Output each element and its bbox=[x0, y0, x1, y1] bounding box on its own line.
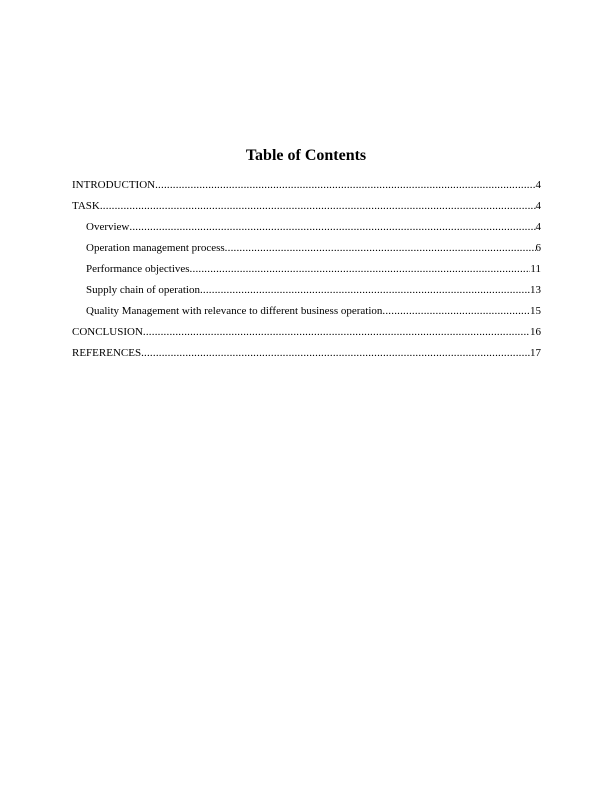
toc-entry-performance-objectives[interactable] bbox=[72, 262, 541, 283]
table-of-contents bbox=[72, 178, 541, 367]
toc-entry-overview[interactable] bbox=[72, 220, 541, 241]
toc-page-number: 11 bbox=[530, 263, 541, 275]
toc-entry-references[interactable] bbox=[72, 346, 541, 367]
toc-entry-label: REFERENCES bbox=[72, 347, 142, 359]
toc-dot-leader bbox=[129, 220, 535, 234]
toc-entry-label: INTRODUCTION bbox=[72, 179, 156, 191]
toc-title: Table of Contents bbox=[245, 147, 367, 164]
toc-entry-label: Operation management process bbox=[86, 242, 225, 254]
toc-dot-leader bbox=[200, 283, 530, 297]
toc-entry-conclusion[interactable] bbox=[72, 325, 541, 346]
toc-page-number: 16 bbox=[530, 326, 541, 338]
toc-page-number: 6 bbox=[535, 242, 541, 254]
toc-dot-leader bbox=[143, 325, 530, 339]
toc-dot-leader bbox=[225, 241, 536, 255]
toc-page-number: 17 bbox=[530, 347, 541, 359]
toc-dot-leader bbox=[155, 178, 535, 192]
toc-page-number: 15 bbox=[530, 305, 541, 317]
toc-page-number: 4 bbox=[535, 179, 541, 191]
toc-entry-task[interactable] bbox=[72, 199, 541, 220]
toc-page-number: 4 bbox=[535, 221, 541, 233]
toc-entry-quality-management[interactable] bbox=[72, 304, 541, 325]
toc-entry-label: CONCLUSION bbox=[72, 326, 143, 338]
toc-dot-leader bbox=[382, 304, 530, 318]
toc-entry-label: Performance objectives bbox=[86, 263, 190, 275]
toc-dot-leader bbox=[190, 262, 531, 276]
toc-entry-label: Supply chain of operation bbox=[86, 284, 200, 296]
toc-entry-label: Quality Management with relevance to different business operation bbox=[86, 305, 383, 317]
toc-page-number: 13 bbox=[530, 284, 541, 296]
toc-page-number: 4 bbox=[535, 200, 541, 212]
toc-dot-leader bbox=[100, 199, 536, 213]
toc-entry-label: Overview bbox=[86, 221, 130, 233]
toc-dot-leader bbox=[141, 346, 530, 360]
toc-entry-introduction[interactable] bbox=[72, 178, 541, 199]
toc-entry-label: TASK bbox=[72, 200, 100, 212]
toc-entry-supply-chain-of-operation[interactable] bbox=[72, 283, 541, 304]
toc-entry-operation-management-process[interactable] bbox=[72, 241, 541, 262]
